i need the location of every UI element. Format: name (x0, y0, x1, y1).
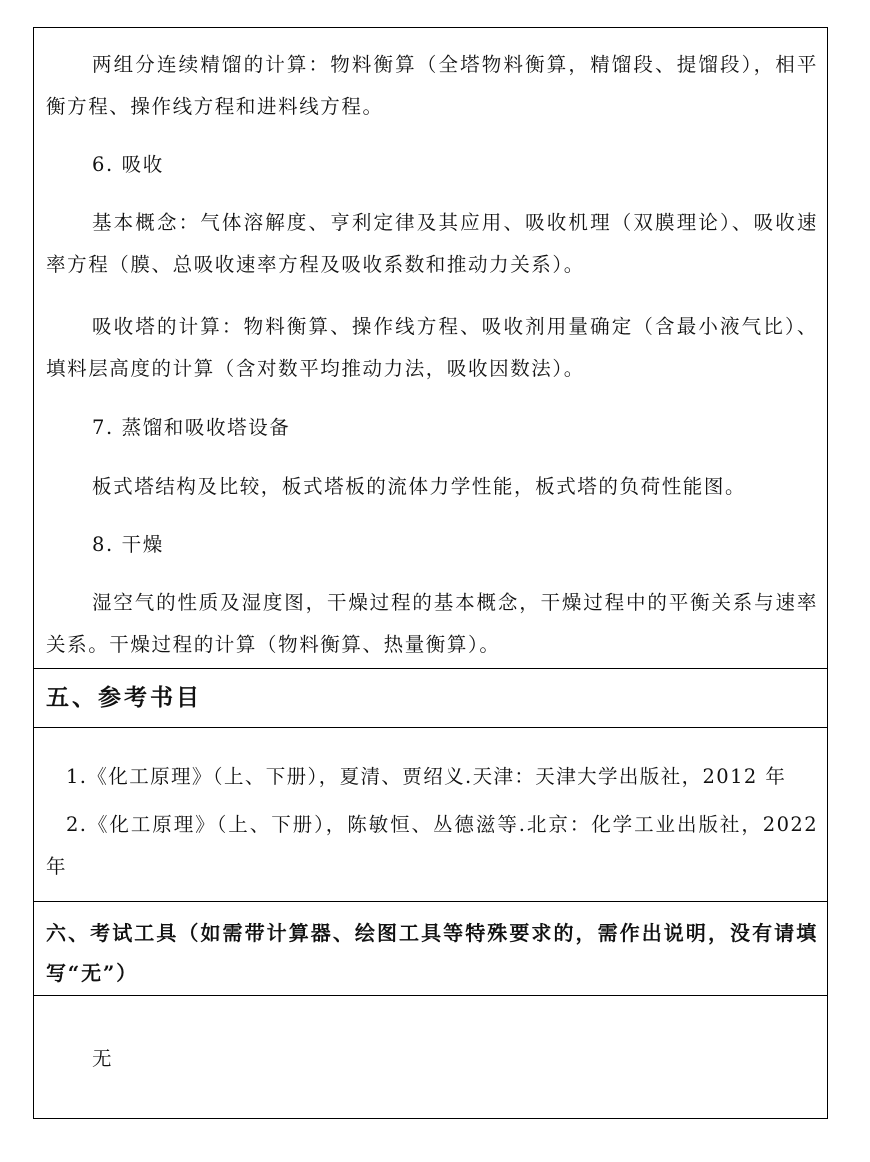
row-divider (34, 995, 827, 996)
reference-text: 《化工原理》（上、下册），陈敏恒、丛德滋等.北京：化学工业出版社，2022 年 (46, 813, 818, 878)
references-heading: 五、参考书目 (46, 684, 202, 711)
row-divider (34, 727, 827, 728)
reference-number: 1. (66, 765, 88, 788)
syllabus-table (33, 27, 828, 1119)
item-7-title: 7. 蒸馏和吸收塔设备 (92, 416, 291, 439)
plate-tower-paragraph: 板式塔结构及比较，板式塔板的流体力学性能，板式塔的负荷性能图。 (92, 475, 747, 498)
item-6-title: 6. 吸收 (92, 153, 164, 176)
reference-number: 2. (66, 813, 88, 836)
absorption-basics-paragraph: 基本概念：气体溶解度、亨利定律及其应用、吸收机理（双膜理论）、吸收速率方程（膜、总吸收速率方程及吸收系数和推动力关系）。 (46, 211, 818, 276)
row-divider (34, 668, 827, 669)
exam-tools-heading: 六、考试工具（如需带计算器、绘图工具等特殊要求的，需作出说明，没有请填写“无”） (46, 921, 818, 985)
exam-tools-answer: 无 (92, 1047, 114, 1070)
reference-item-1 (46, 756, 818, 798)
reference-text: 《化工原理》（上、下册），夏清、贾绍义.天津：天津大学出版社，2012 年 (87, 765, 787, 788)
absorption-tower-calc-paragraph: 吸收塔的计算：物料衡算、操作线方程、吸收剂用量确定（含最小液气比）、填料层高度的计算（含对数平均推动力法，吸收因数法）。 (46, 315, 818, 380)
distillation-calc-paragraph: 两组分连续精馏的计算：物料衡算（全塔物料衡算，精馏段、提馏段），相平衡方程、操作线方程和进料线方程。 (46, 53, 818, 118)
drying-paragraph: 湿空气的性质及湿度图，干燥过程的基本概念，干燥过程中的平衡关系与速率关系。干燥过程的计算（物料衡算、热量衡算）。 (46, 591, 818, 656)
item-8-title: 8. 干燥 (92, 533, 164, 556)
row-divider (34, 901, 827, 902)
reference-item-2 (46, 804, 818, 888)
